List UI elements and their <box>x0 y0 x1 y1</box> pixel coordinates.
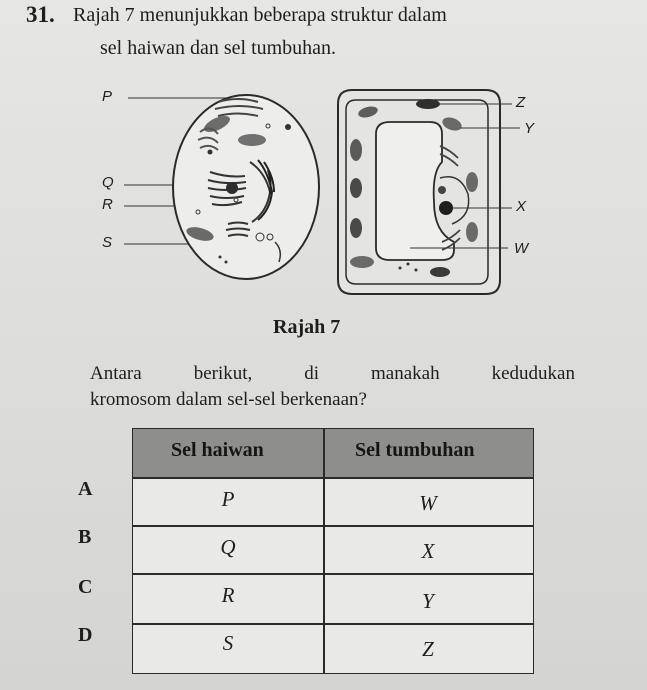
label-s: S <box>102 234 113 251</box>
prompt-word: Antara <box>90 363 142 384</box>
row-divider <box>133 477 533 479</box>
table-cell-plant: Z <box>422 637 434 661</box>
option-a[interactable]: A <box>78 478 93 500</box>
label-q: Q <box>102 174 114 191</box>
label-w: W <box>514 240 529 257</box>
label-z: Z <box>516 94 526 111</box>
option-c[interactable]: C <box>78 576 93 598</box>
table-cell-animal: S <box>222 631 234 655</box>
table-cell-animal: R <box>221 583 235 607</box>
cell-diagram-figure <box>100 82 560 302</box>
option-b[interactable]: B <box>78 526 92 548</box>
option-d[interactable]: D <box>78 624 93 646</box>
table-cell-animal: P <box>221 487 235 511</box>
question-prompt-line1 <box>90 363 575 385</box>
table-cell-plant: X <box>421 539 435 563</box>
label-p: P <box>102 88 113 105</box>
label-r: R <box>102 196 113 213</box>
row-divider <box>133 525 533 527</box>
header-plant-cell: Sel tumbuhan <box>355 439 475 461</box>
prompt-word: manakah <box>371 363 440 384</box>
table-cell-animal: Q <box>220 535 236 559</box>
animal-cell <box>173 95 319 279</box>
table-cell-plant: Y <box>422 589 434 613</box>
row-divider <box>133 573 533 575</box>
prompt-word: berikut, <box>193 363 253 384</box>
label-x: X <box>516 198 527 215</box>
question-text-line1: Rajah 7 menunjukkan beberapa struktur dalam <box>73 4 447 26</box>
question-number: 31. <box>26 2 55 27</box>
prompt-word: di <box>304 363 320 384</box>
prompt-word: kedudukan <box>491 363 575 384</box>
question-text-line2: sel haiwan dan sel tumbuhan. <box>100 37 337 59</box>
label-y: Y <box>524 120 535 137</box>
question-prompt-line2: kromosom dalam sel-sel berkenaan? <box>90 389 367 410</box>
header-animal-cell: Sel haiwan <box>171 439 264 461</box>
row-divider <box>133 623 533 625</box>
cell-diagram <box>100 82 560 302</box>
answer-table <box>132 428 534 674</box>
figure-caption: Rajah 7 <box>273 316 341 338</box>
plant-cell <box>338 90 520 294</box>
table-cell-plant: W <box>419 491 437 515</box>
